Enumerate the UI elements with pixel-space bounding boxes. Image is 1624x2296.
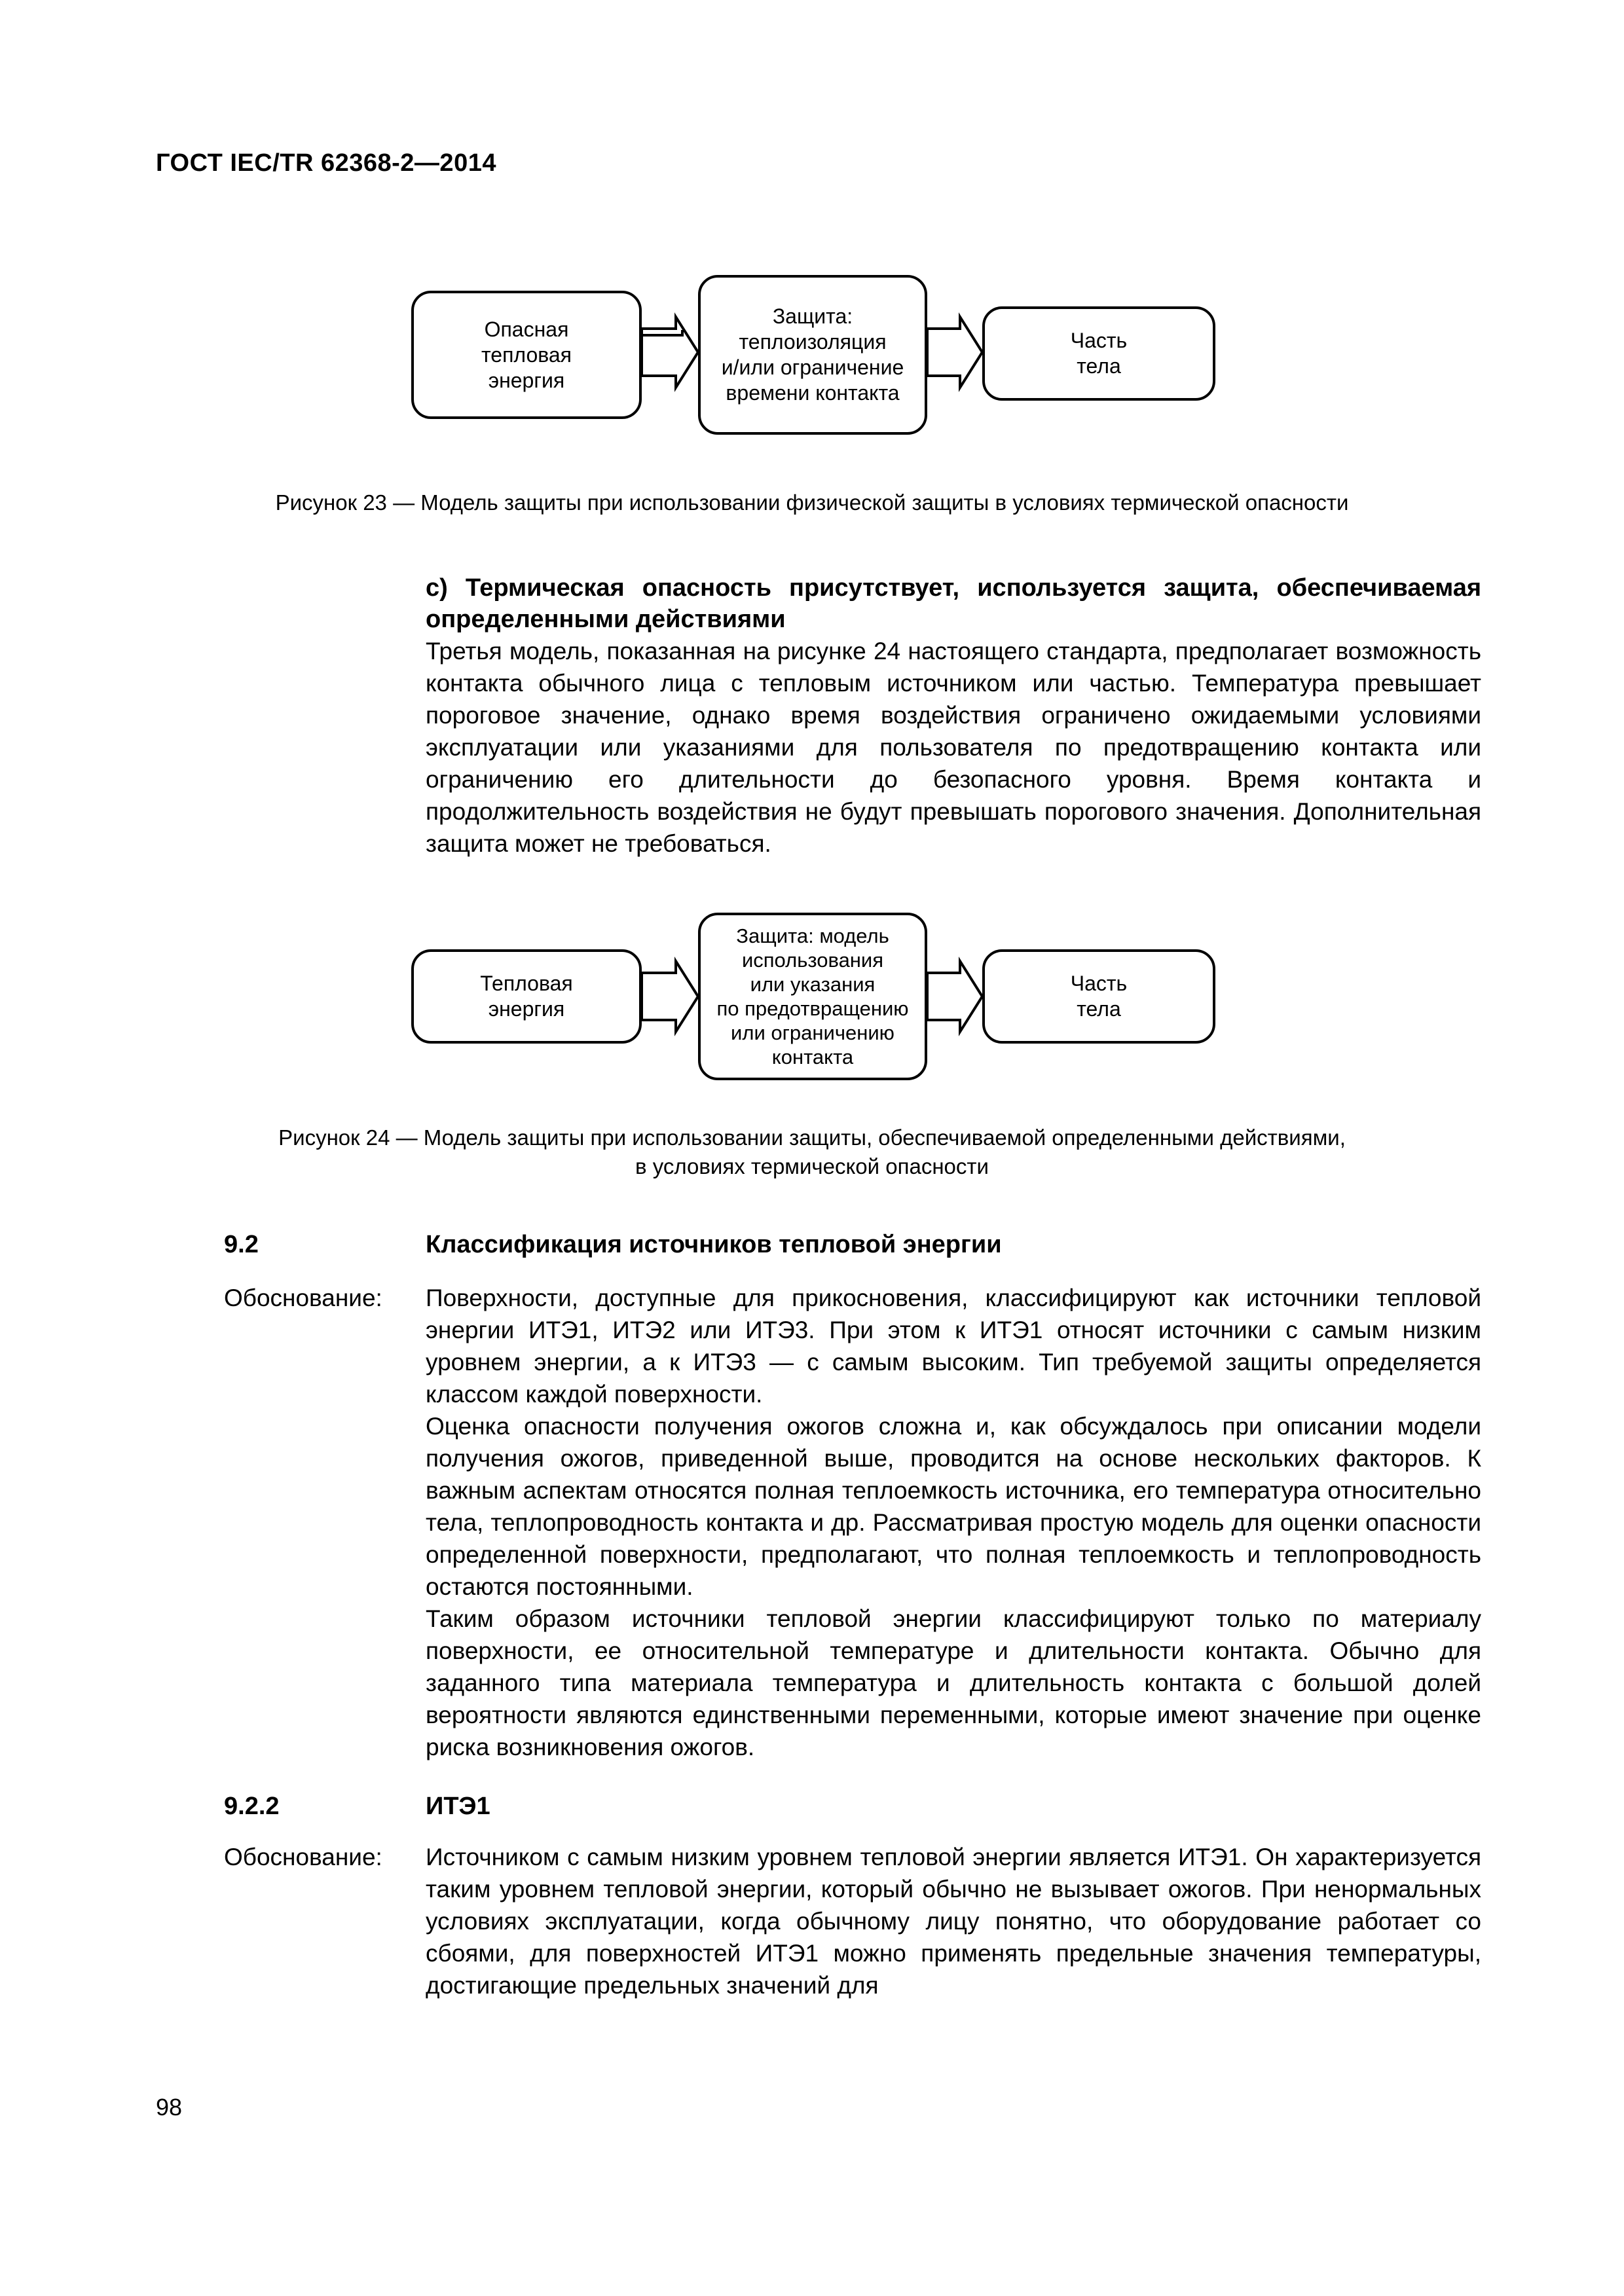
figure-24-caption-line2: в условиях термической опасности (635, 1154, 989, 1178)
section-9-2-2-title: ИТЭ1 (426, 1793, 490, 1820)
paragraph: Таким образом источники тепловой энергии классифицируют только по материалу поверхности, ее относительной температуре и длительности контакта. Обычно для заданного типа материала температура и длительность контакта с большой долей вероятности являются единственными переменными, которые имеют значение при оценке риска возникновения ожогов. (426, 1605, 1481, 1760)
figure-24-caption (0, 1123, 1624, 1181)
double-arrow-icon (927, 961, 982, 1032)
heat-energy-box: Тепловая энергия (411, 949, 642, 1044)
section-9-2-2-number: 9.2.2 (224, 1793, 280, 1820)
paragraph: Оценка опасности получения ожогов сложна и, как обсуждалось при описании модели получения ожогов, приведенной выше, проводится на основе нескольких факторов. К важным аспектам относятся полная теплоемкость источника, его температура относительно тела, теплопроводность контакта и др. Рассматривая простую модель для оценки опасности определенной поверхности, предполагают, что полная теплоемкость и теплопроводность остаются постоянными. (426, 1413, 1481, 1600)
body-part-box: Часть тела (982, 306, 1215, 401)
double-arrow-icon (642, 961, 698, 1032)
figure-23-caption: Рисунок 23 — Модель защиты при использовании физической защиты в условиях термической опасности (275, 490, 1349, 515)
page-number: 98 (156, 2094, 183, 2121)
document-header: ГОСТ IEC/TR 62368-2—2014 (156, 149, 496, 177)
rationale-label: Обоснование: (224, 1844, 382, 1870)
protection-box: Защита: теплоизоляция и/или ограничение времени контакта (698, 275, 927, 435)
section-9-2-title: Классификация источников тепловой энергии (426, 1231, 1002, 1258)
section-9-2-text (426, 1282, 1481, 1763)
figure-24-caption-line1: Рисунок 24 — Модель защиты при использовании защиты, обеспечиваемой определенными действиями, (278, 1125, 1346, 1150)
paragraph: Поверхности, доступные для прикосновения, классифицируют как источники тепловой энергии ИТЭ1, ИТЭ2 или ИТЭ3. При этом к ИТЭ1 относят источники с самым низким уровнем энергии, а к ИТЭ3 — с самым высоким. Тип требуемой защиты определяется классом каждой поверхности. (426, 1285, 1481, 1408)
instructions-box: Защита: модель использования или указания по предотвращению или ограничению контакта (698, 913, 927, 1080)
body-part-box: Часть тела (982, 949, 1215, 1044)
section-c-text: Третья модель, показанная на рисунке 24 настоящего стандарта, предполагает возможность контакта обычного лица с тепловым источником или частью. Температура превышает пороговое значение, однако время воздействия ограничено ожидаемыми условиями эксплуатации или указаниями для пользователя по предотвращению контакта или ограничению его длительности до безопасного уровня. Время контакта и продолжительность воздействия не будут превышать порогового значения. Дополнительная защита может не требоваться. (426, 638, 1481, 857)
section-c-heading: с) Термическая опасность присутствует, используется защита, обеспечиваемая определенными действиями (426, 574, 1481, 633)
hazard-box: Опасная тепловая энергия (411, 291, 642, 419)
section-9-2-number: 9.2 (224, 1231, 259, 1258)
section-9-2-2-text: Источником с самым низким уровнем тепловой энергии является ИТЭ1. Он характеризуется таким уровнем тепловой энергии, который обычно не вызывает ожогов. При ненормальных условиях эксплуатации, когда обычному лицу понятно, что оборудование работает со сбоями, для поверхностей ИТЭ1 можно применять предельные значения температуры, достигающие предельных значений для (426, 1844, 1481, 1999)
rationale-label: Обоснование: (224, 1285, 382, 1311)
